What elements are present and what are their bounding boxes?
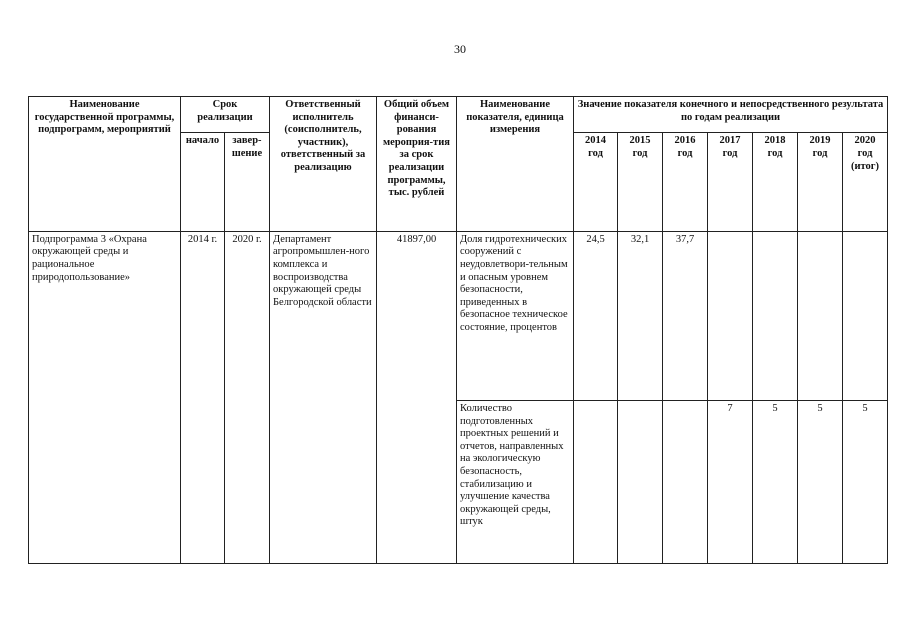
header-year: 2018 год xyxy=(753,133,798,232)
indicator-value: 5 xyxy=(843,401,888,564)
indicator-name: Количество подготовленных проектных решений и отчетов, направленных на экологическую безопасность, стабилизацию и улучшение качества окружающей среды, штук xyxy=(457,401,574,564)
indicator-value xyxy=(708,231,753,400)
indicator-name: Доля гидротехнических сооружений с неудовлетвори-тельным и опасным уровнем безопасности, приведенных в безопасное техническое состояние, процентов xyxy=(457,231,574,400)
header-program: Наименование государственной программы, подпрограмм, мероприятий xyxy=(29,97,181,232)
header-funding: Общий объем финанси-рования мероприя-тия за срок реализации программы, тыс. рублей xyxy=(377,97,457,232)
header-values: Значение показателя конечного и непосредственного результата по годам реализации xyxy=(574,97,888,133)
header-year: 2020 год (итог) xyxy=(843,133,888,232)
indicators-table xyxy=(28,96,888,564)
executor: Департамент агропромышлен-ного комплекса и воспроизводства окружающей среды Белгородской области xyxy=(270,231,377,563)
header-year: 2017 год xyxy=(708,133,753,232)
indicator-value: 37,7 xyxy=(663,231,708,400)
header-year: 2016 год xyxy=(663,133,708,232)
header-start: начало xyxy=(181,133,225,232)
header-year: 2019 год xyxy=(798,133,843,232)
program-name: Подпрограмма 3 «Охрана окружающей среды и рациональное природопользование» xyxy=(29,231,181,563)
header-indicator: Наименование показателя, единица измерения xyxy=(457,97,574,232)
header-term: Срок реализации xyxy=(181,97,270,133)
header-executor: Ответственный исполнитель (соисполнитель, участник), ответственный за реализацию xyxy=(270,97,377,232)
indicator-value: 32,1 xyxy=(618,231,663,400)
table-row xyxy=(29,231,888,400)
indicator-value xyxy=(574,401,618,564)
header-end: завер-шение xyxy=(225,133,270,232)
indicator-value xyxy=(798,231,843,400)
funding-amount: 41897,00 xyxy=(377,231,457,563)
header-row-1 xyxy=(29,97,888,133)
page-number: 30 xyxy=(454,42,466,56)
indicator-value xyxy=(753,231,798,400)
header-year: 2014 год xyxy=(574,133,618,232)
end-year: 2020 г. xyxy=(225,231,270,563)
indicator-value: 5 xyxy=(753,401,798,564)
header-year: 2015 год xyxy=(618,133,663,232)
indicator-value xyxy=(663,401,708,564)
indicator-value: 7 xyxy=(708,401,753,564)
start-year: 2014 г. xyxy=(181,231,225,563)
indicator-value: 5 xyxy=(798,401,843,564)
indicator-value xyxy=(843,231,888,400)
indicator-value xyxy=(618,401,663,564)
indicator-value: 24,5 xyxy=(574,231,618,400)
